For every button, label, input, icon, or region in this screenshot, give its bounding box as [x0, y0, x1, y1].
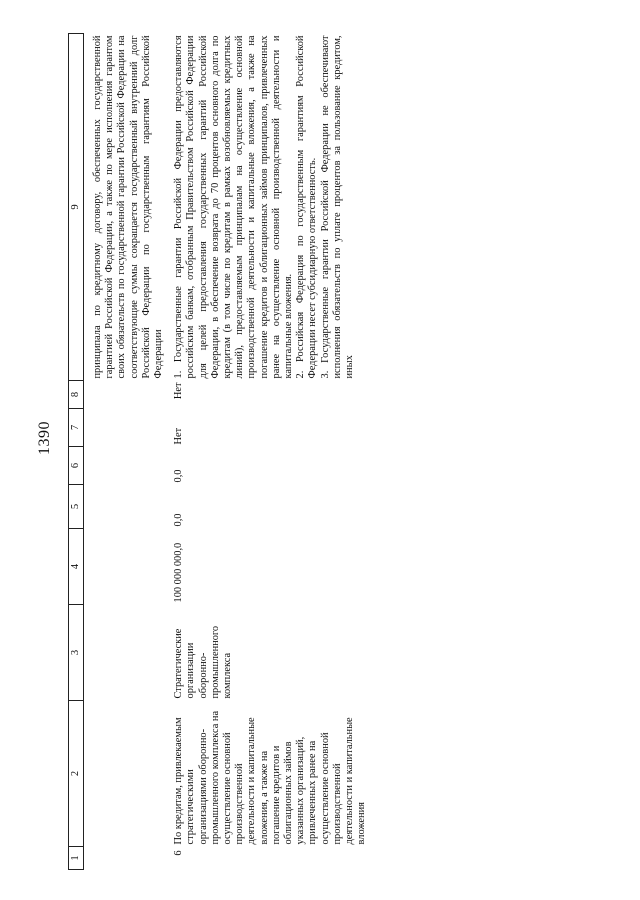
continuation-text: принципала по кредитному договору, обеспеченных государственной гарантией Российской Федерации, а также по мере исполнения гарантом своих обязательств по государственной гарантии Российской Федерации на соответствующие суммы сокращается государственный внутренний долг Российской Федерации по государственным гарантиям Российской Федерации	[92, 35, 165, 379]
conditions-cell	[165, 34, 368, 381]
header-row	[69, 34, 84, 870]
page-number: 1390	[36, 421, 53, 455]
header-col-2: 2	[69, 701, 84, 847]
guarantee-table	[68, 33, 368, 870]
header-col-3: 3	[69, 605, 84, 701]
continuation-row	[84, 34, 166, 870]
purpose-cell: По кредитам, привлекаемым стратегическими организациями оборонно-промышленного комплекса на осуществление основной производственной деятельности и капитальные вложения, а также на погашение кредитов и облигационных займов указанных организаций, привлеченных ранее на осуществление основной производственной деятельности и капитальные вложения	[173, 710, 368, 845]
col6-cell: 0,0	[173, 469, 185, 483]
header-col-7: 7	[69, 409, 84, 447]
header-col-8: 8	[69, 381, 84, 409]
table-row	[165, 34, 368, 870]
principal-cell: Стратегические организации оборонно-промышленного комплекса	[173, 625, 234, 699]
amount-cell: 100 000 000,0	[173, 542, 185, 603]
col8-cell: Нет	[173, 382, 185, 400]
header-col-5: 5	[69, 485, 84, 529]
condition-paragraph: 3. Государственные гарантии Российской Федерации не обеспечивают исполнения обязательств по уплате процентов за пользование кредитом, иных	[319, 35, 356, 379]
col5-cell: 0,0	[173, 513, 185, 527]
header-col-4: 4	[69, 529, 84, 605]
row-number: 6	[173, 850, 185, 856]
header-col-1: 1	[69, 847, 84, 870]
header-col-6: 6	[69, 447, 84, 485]
header-col-9: 9	[69, 34, 84, 381]
col7-cell: Нет	[173, 427, 185, 445]
condition-paragraph: 2. Российская Федерация по государственным гарантиям Российской Федерации несет субсидиарную ответственность.	[295, 35, 319, 379]
condition-paragraph: 1. Государственные гарантии Российской Федерации предоставляются российским банкам, отобранным Правительством Российской Федерации для целей предоставления государственных гарантий Российской Федерации, в обеспечение возврата до 70 процентов основного долга по кредитам (в том числе по кредитам в рамках возобновляемых кредитных линий), предоставляемым принципалам на осуществление основной производственной деятельности и капитальные вложения, а также на погашение кредитов и облигационных займов принципалов, привлеченных ранее на осуществление основной производственной деятельности и капитальные вложения.	[173, 35, 295, 379]
